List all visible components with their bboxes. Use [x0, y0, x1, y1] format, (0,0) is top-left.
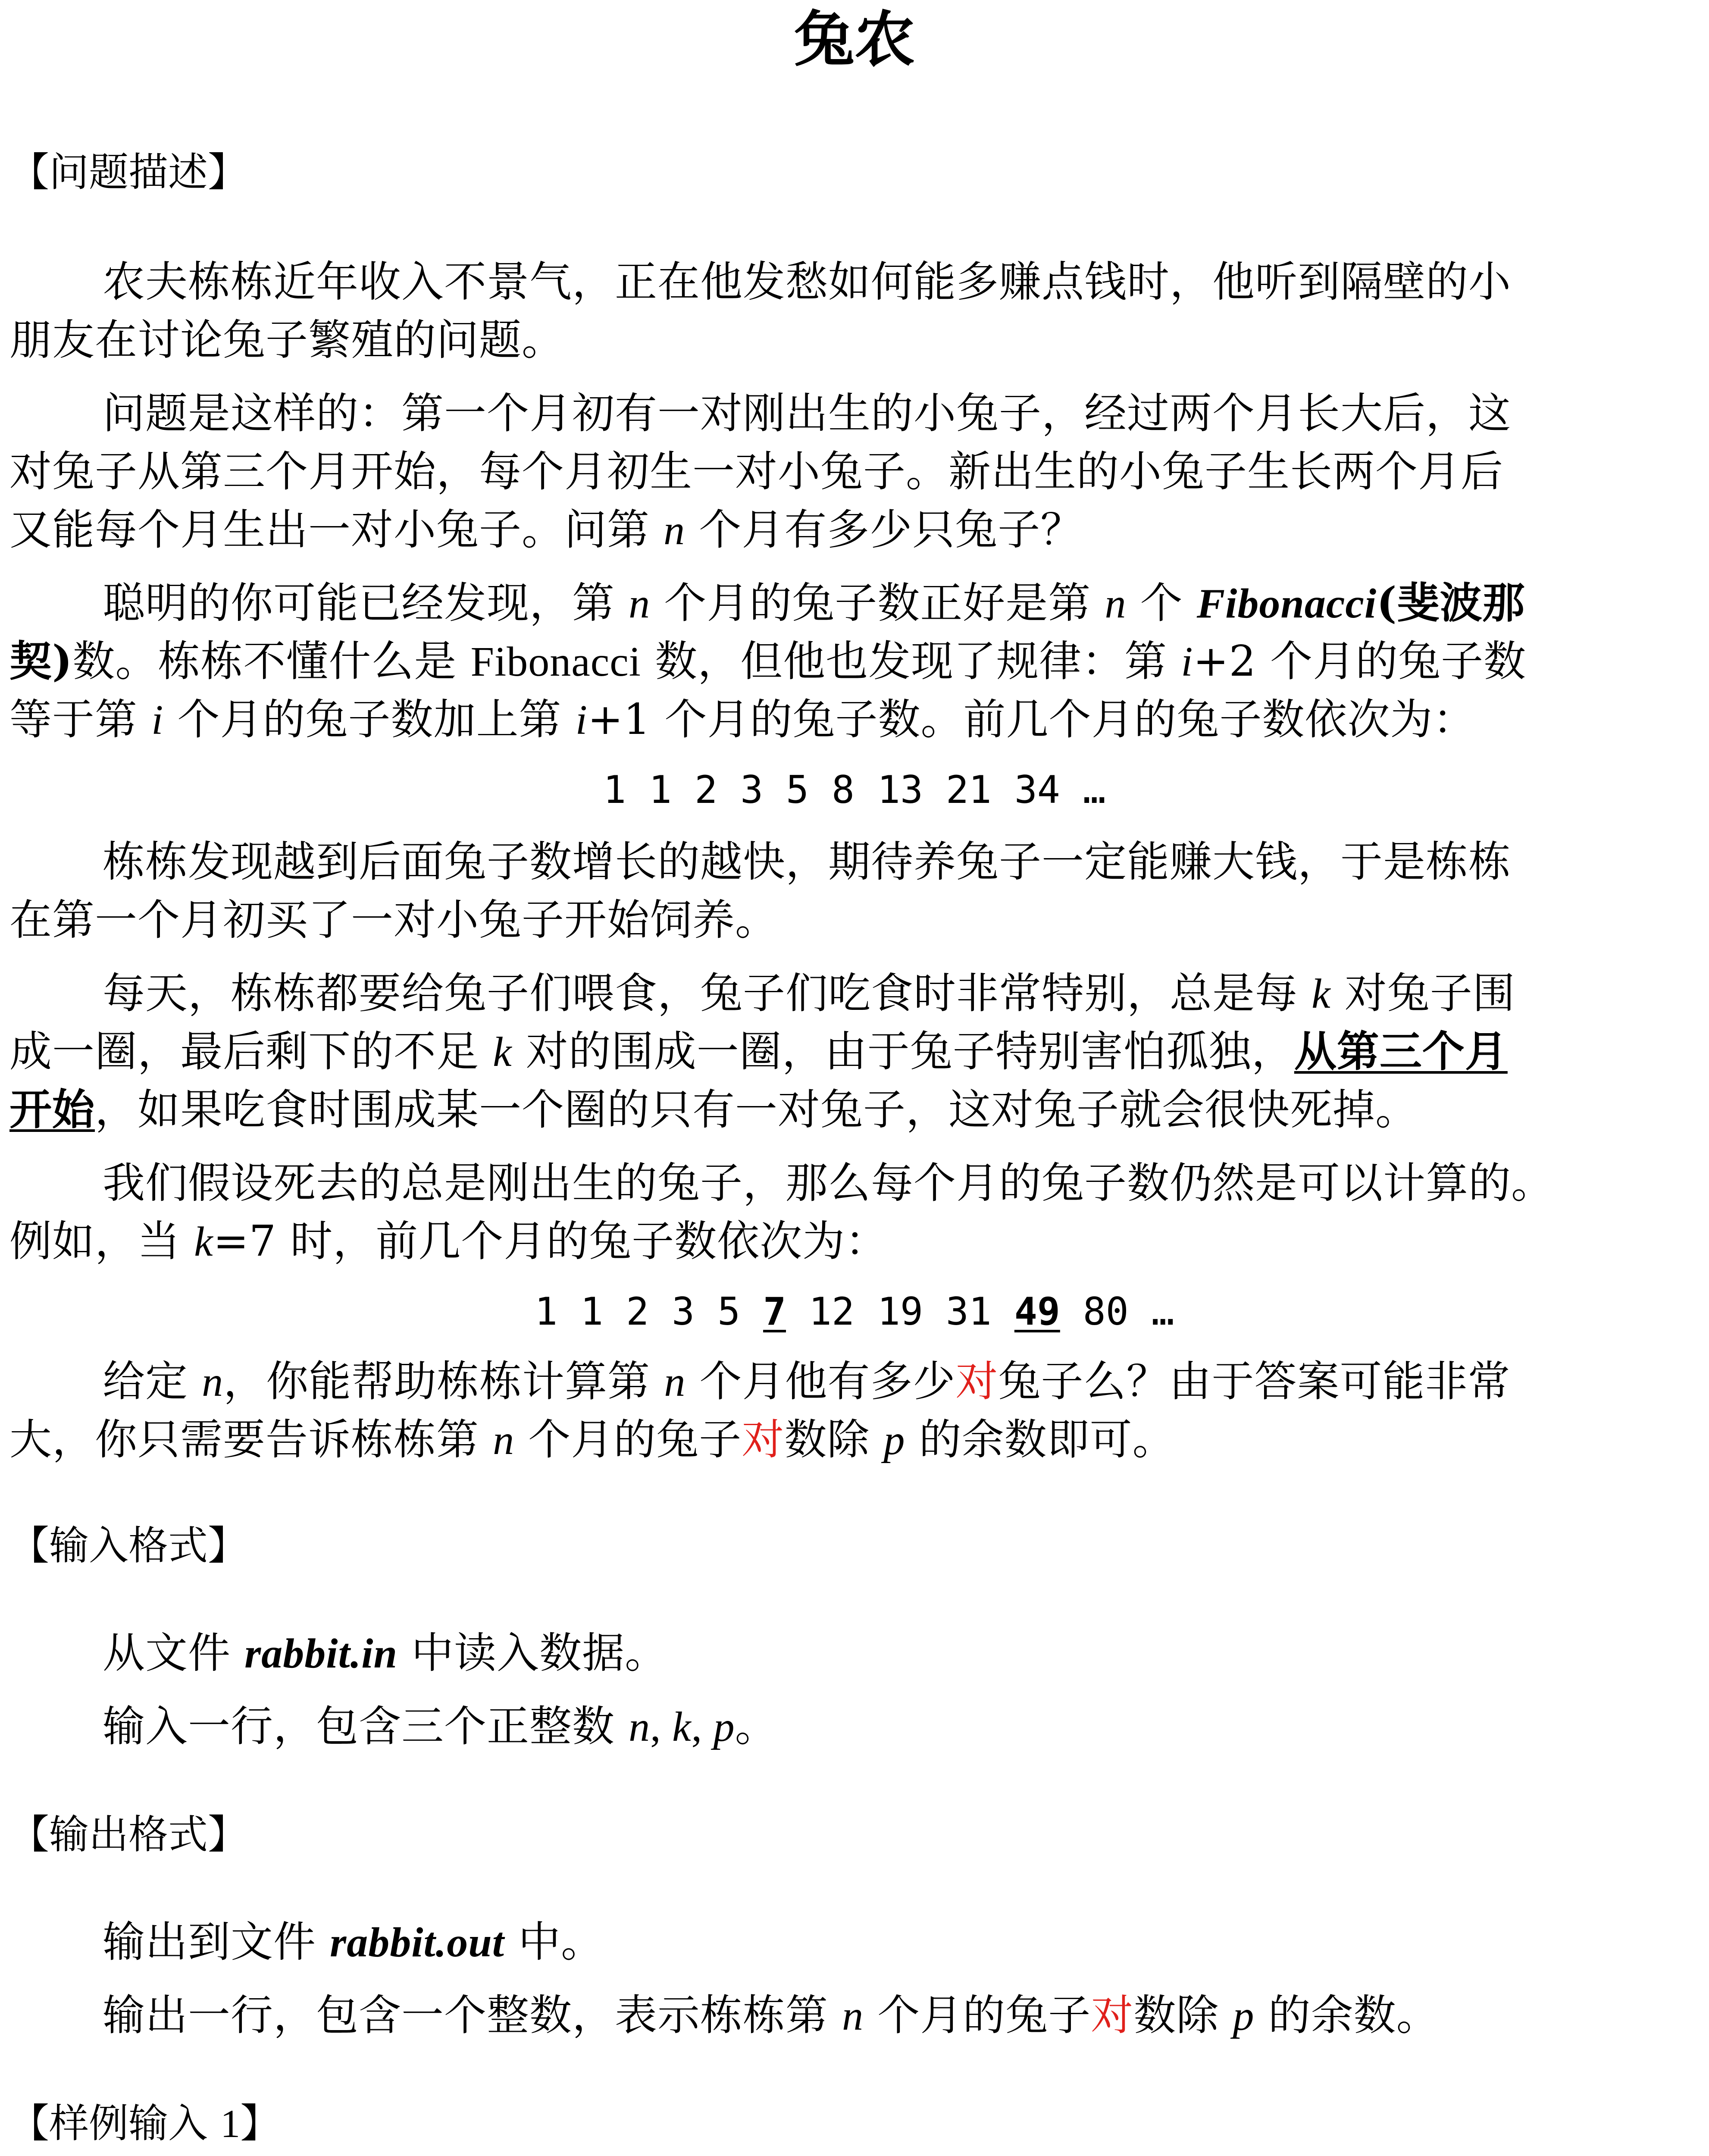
problem-p3-line1: 聪明的你可能已经发现，第 n 个月的兔子数正好是第 n 个 Fibonacci(斐波那 [103, 578, 1525, 628]
output-line1: 输出到文件 rabbit.out 中。 [103, 1918, 604, 1967]
problem-p7-line1: 给定 n，你能帮助栋栋计算第 n 个月他有多少对兔子么？由于答案可能非常 [103, 1357, 1511, 1406]
problem-heading: 【问题描述】 [9, 149, 248, 195]
problem-p4-line1: 栋栋发现越到后面兔子数增长的越快，期待养兔子一定能赚大钱，于是栋栋 [103, 837, 1512, 887]
problem-p2-line1: 问题是这样的：第一个月初有一对刚出生的小兔子，经过两个月长大后，这 [103, 389, 1512, 438]
highlight-seven: 7 [763, 1289, 786, 1334]
problem-p2-line2: 对兔子从第三个月开始，每个月初生一对小兔子。新出生的小兔子生长两个月后 [9, 447, 1504, 496]
problem-p6-line1: 我们假设死去的总是刚出生的兔子，那么每个月的兔子数仍然是可以计算的。 [103, 1159, 1554, 1208]
problem-p5-line3: 开始，如果吃食时围成某一个圈的只有一对兔子，这对兔子就会很快死掉。 [9, 1085, 1418, 1134]
highlight-fortynine: 49 [1014, 1289, 1060, 1334]
problem-p7-line2: 大，你只需要告诉栋栋第 n 个月的兔子对数除 p 的余数即可。 [9, 1415, 1175, 1464]
problem-p5-line1: 每天，栋栋都要给兔子们喂食，兔子们吃食时非常特别，总是每 k 对兔子围 [103, 969, 1515, 1018]
rabbit-sequence-k7: 1 1 2 3 5 7 12 19 31 49 80 … [535, 1289, 1174, 1334]
problem-p3-line2: 契)数。栋栋不懂什么是 Fibonacci 数，但他也发现了规律：第 i+2 个月的兔子数 [9, 636, 1527, 686]
problem-p6-line2: 例如，当 k=7 时，前几个月的兔子数依次为： [9, 1217, 888, 1266]
input-line1: 从文件 rabbit.in 中读入数据。 [103, 1629, 668, 1678]
problem-p5-line2: 成一圈，最后剩下的不足 k 对的围成一圈，由于兔子特别害怕孤独，从第三个月 [9, 1027, 1508, 1076]
output-line2: 输出一行，包含一个整数，表示栋栋第 n 个月的兔子对数除 p 的余数。 [103, 1991, 1439, 2040]
input-heading: 【输入格式】 [9, 1523, 248, 1569]
problem-p3-line3: 等于第 i 个月的兔子数加上第 i+1 个月的兔子数。前几个月的兔子数依次为： [9, 695, 1476, 744]
sample-input-heading: 【样例输入 1】 [9, 2100, 280, 2147]
problem-p1-line2: 朋友在讨论兔子繁殖的问题。 [9, 316, 565, 365]
page-title: 兔农 [794, 5, 915, 75]
fibonacci-sequence: 1 1 2 3 5 8 13 21 34 … [603, 768, 1106, 812]
output-heading: 【输出格式】 [9, 1811, 248, 1858]
problem-p1-line1: 农夫栋栋近年收入不景气，正在他发愁如何能多赚点钱时，他听到隔壁的小 [103, 257, 1512, 307]
problem-p4-line2: 在第一个月初买了一对小兔子开始饲养。 [9, 896, 778, 945]
problem-p2-line3: 又能每个月生出一对小兔子。问第 n 个月有多少只兔子？ [9, 505, 1083, 555]
input-line2: 输入一行，包含三个正整数 n, k, p。 [103, 1702, 778, 1751]
